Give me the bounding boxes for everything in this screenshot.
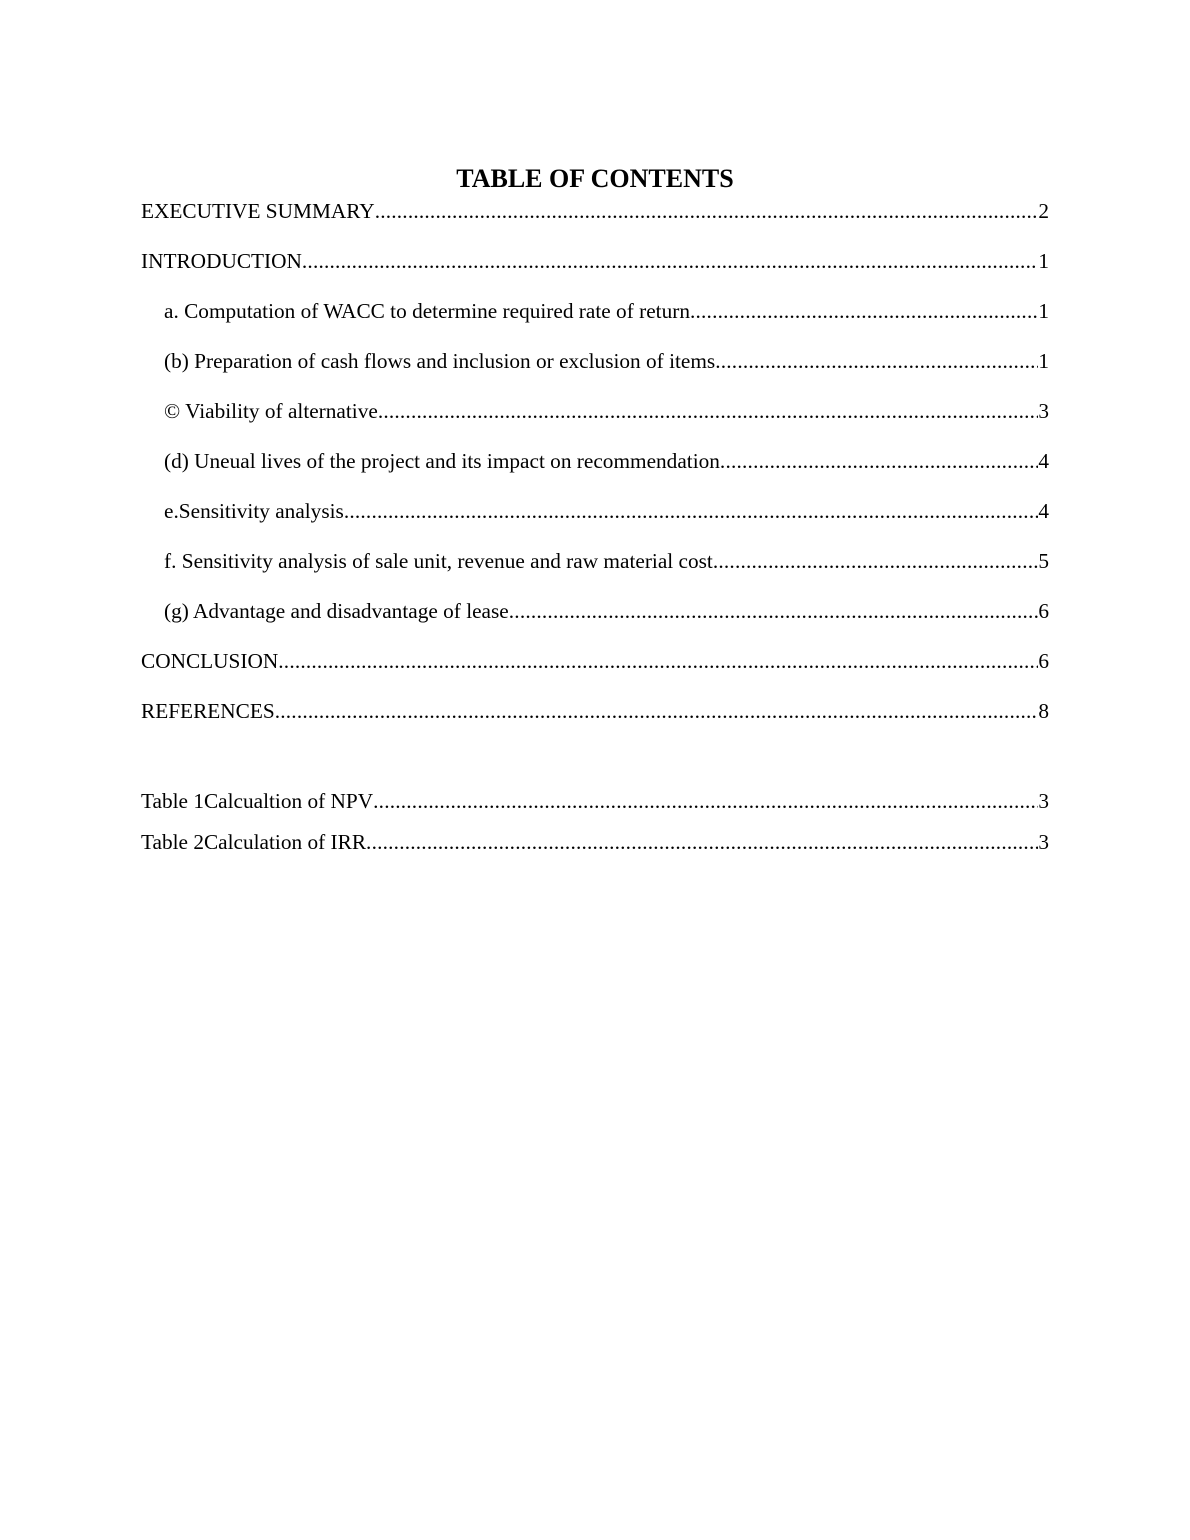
toc-leader-dots [375, 198, 1039, 224]
toc-entry-cash-flows[interactable] [164, 348, 1049, 374]
toc-page-number: 2 [1038, 199, 1049, 223]
toc-entry-viability[interactable] [164, 398, 1049, 424]
toc-page-number: 3 [1038, 789, 1049, 813]
toc-entry-label: CONCLUSION [141, 649, 279, 673]
toc-leader-dots [715, 348, 1038, 374]
toc-entry-label: (b) Preparation of cash flows and inclusion or exclusion of items [164, 349, 716, 373]
toc-leader-dots [690, 298, 1038, 324]
toc-entry-label: © Viability of alternative [164, 399, 378, 423]
table-entry-label: Table 2Calculation of IRR [141, 830, 367, 854]
toc-entry-label: (g) Advantage and disadvantage of lease [164, 599, 509, 623]
toc-entry-label: f. Sensitivity analysis of sale unit, revenue and raw material cost [164, 549, 713, 573]
toc-entry-label: e.Sensitivity analysis [164, 499, 344, 523]
table-entry-label: Table 1Calcualtion of NPV [141, 789, 374, 813]
toc-leader-dots [278, 648, 1038, 674]
table-entry-npv[interactable] [141, 788, 1049, 814]
toc-entry-introduction[interactable] [141, 248, 1049, 274]
toc-leader-dots [378, 398, 1039, 424]
toc-entry-sensitivity-sale-unit[interactable] [164, 548, 1049, 574]
toc-entry-label: EXECUTIVE SUMMARY [141, 199, 375, 223]
toc-page-number: 3 [1038, 830, 1049, 854]
toc-page-number: 6 [1038, 599, 1049, 623]
toc-page-number: 4 [1038, 499, 1049, 523]
toc-leader-dots [344, 498, 1039, 524]
toc-leader-dots [713, 548, 1039, 574]
toc-page-number: 1 [1038, 299, 1049, 323]
toc-page-number: 3 [1038, 399, 1049, 423]
toc-page-number: 4 [1038, 449, 1049, 473]
toc-page-number: 8 [1038, 699, 1049, 723]
toc-entry-sensitivity-analysis[interactable] [164, 498, 1049, 524]
toc-leader-dots [275, 698, 1039, 724]
toc-title: TABLE OF CONTENTS [456, 164, 734, 193]
toc-entry-unequal-lives[interactable] [164, 448, 1049, 474]
toc-entry-lease[interactable] [164, 598, 1049, 624]
toc-entry-label: INTRODUCTION [141, 249, 302, 273]
toc-entry-label: a. Computation of WACC to determine required rate of return [164, 299, 690, 323]
toc-leader-dots [366, 829, 1038, 855]
toc-leader-dots [509, 598, 1039, 624]
toc-page-number: 1 [1038, 349, 1049, 373]
table-entry-irr[interactable] [141, 829, 1049, 855]
toc-page-number: 6 [1038, 649, 1049, 673]
toc-leader-dots [720, 448, 1038, 474]
toc-page-number: 1 [1038, 249, 1049, 273]
toc-entry-executive-summary[interactable] [141, 198, 1049, 224]
toc-leader-dots [302, 248, 1038, 274]
toc-entry-conclusion[interactable] [141, 648, 1049, 674]
toc-leader-dots [373, 788, 1038, 814]
toc-entry-label: REFERENCES [141, 699, 275, 723]
toc-entry-label: (d) Uneual lives of the project and its impact on recommendation [164, 449, 720, 473]
toc-entry-references[interactable] [141, 698, 1049, 724]
toc-page-number: 5 [1038, 549, 1049, 573]
toc-entry-wacc[interactable] [164, 298, 1049, 324]
